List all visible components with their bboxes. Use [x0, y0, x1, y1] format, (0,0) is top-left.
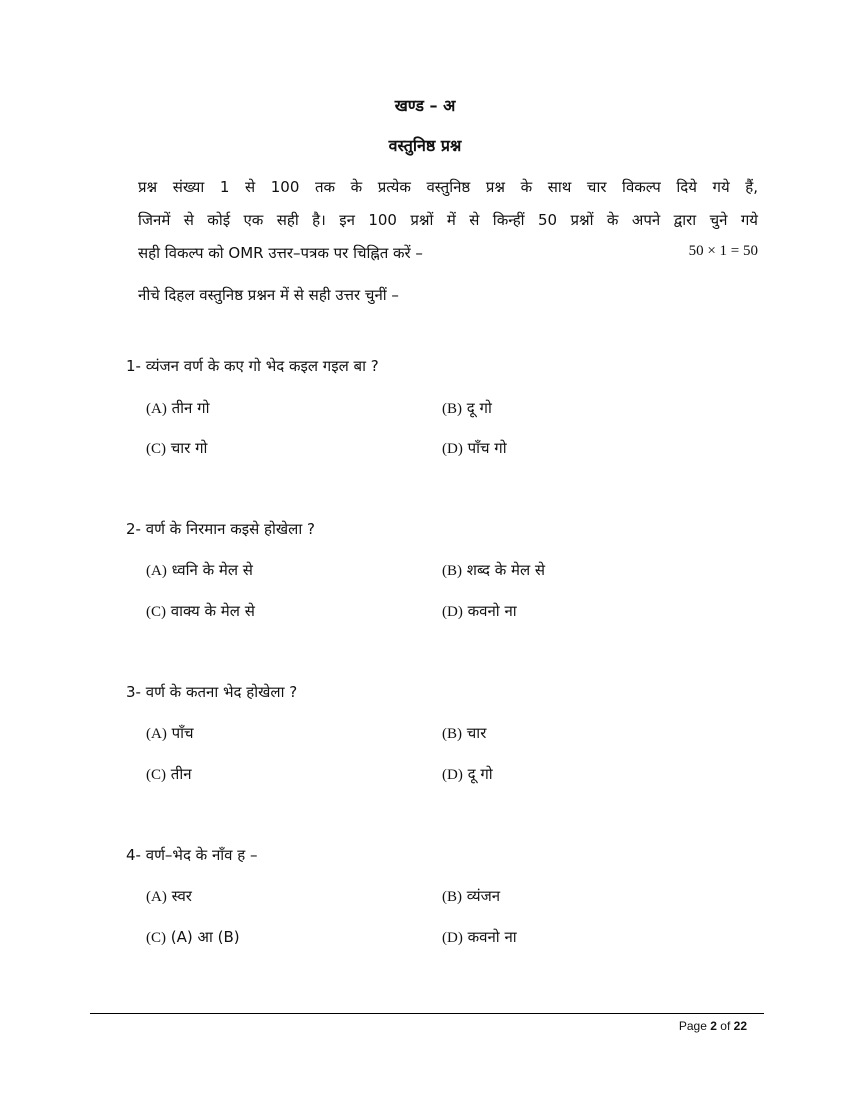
option-text: पाँच [171, 724, 194, 742]
question-4-option-a [146, 886, 192, 906]
instruction-line-1: प्रश्न संख्या 1 से 100 तक के प्रत्येक वस्तुनिष्ठ प्रश्न के साथ चार विकल्प दिये गये हैं, [138, 178, 758, 196]
option-text: तीन [170, 765, 192, 783]
question-3-option-a [146, 723, 194, 743]
question-2-option-d [442, 601, 517, 621]
option-text: कवनो ना [467, 928, 517, 946]
instruction-line-3: सही विकल्प को OMR उत्तर–पत्रक पर चिह्नित करें – [138, 244, 423, 262]
option-label: (A) [146, 889, 167, 905]
total-pages: 22 [733, 1019, 747, 1033]
option-text: दू गो [467, 765, 493, 783]
option-text: चार [466, 724, 487, 742]
option-label: (A) [146, 401, 167, 417]
question-3-option-b [442, 723, 486, 743]
question-4: 4- वर्ण–भेद के नाँव ह – [126, 846, 258, 864]
option-label: (C) [146, 441, 166, 457]
option-label: (D) [442, 930, 463, 946]
option-text: (A) आ (B) [170, 928, 240, 946]
option-text: व्यंजन [466, 887, 501, 905]
question-3-option-c [146, 764, 192, 784]
question-1-option-c [146, 438, 207, 458]
question-3-option-d [442, 764, 493, 784]
option-label: (D) [442, 767, 463, 783]
question-3: 3- वर्ण के कतना भेद होखेला ? [126, 683, 298, 701]
question-1-option-d [442, 438, 507, 458]
option-label: (D) [442, 604, 463, 620]
question-2-option-b [442, 560, 545, 580]
question-4-option-b [442, 886, 500, 906]
option-text: कवनो ना [467, 602, 517, 620]
question-2-option-a [146, 560, 253, 580]
option-label: (B) [442, 889, 462, 905]
option-label: (C) [146, 767, 166, 783]
page-footer [679, 1019, 747, 1033]
direction-text: नीचे दिहल वस्तुनिष्ठ प्रश्नन में से सही उत्तर चुनीं – [138, 286, 399, 304]
option-text: पाँच गो [467, 439, 507, 457]
section-title: खण्ड – अ [394, 96, 456, 115]
question-1-option-a [146, 398, 209, 418]
instruction-line-2: जिनमें से कोई एक सही है। इन 100 प्रश्नों में से किन्हीं 50 प्रश्नों के अपने द्वारा चुने गये [138, 211, 758, 229]
page-number: 2 [710, 1019, 717, 1033]
option-label: (C) [146, 604, 166, 620]
option-label: (D) [442, 441, 463, 457]
option-text: वाक्य के मेल से [170, 602, 255, 620]
option-text: चार गो [170, 439, 208, 457]
option-label: (C) [146, 930, 166, 946]
question-1-option-b [442, 398, 492, 418]
marks-formula: 50 × 1 = 50 [688, 243, 758, 259]
question-1: 1- व्यंजन वर्ण के कए गो भेद कइल गइल बा ? [126, 357, 379, 375]
of-word: of [720, 1019, 731, 1033]
section-subtitle: वस्तुनिष्ठ प्रश्न [388, 136, 462, 155]
question-4-option-d [442, 927, 517, 947]
option-text: स्वर [171, 887, 192, 905]
page-word: Page [678, 1019, 707, 1033]
question-4-option-c [146, 927, 240, 947]
option-label: (B) [442, 563, 462, 579]
option-text: ध्वनि के मेल से [171, 561, 253, 579]
option-label: (A) [146, 726, 167, 742]
question-2-option-c [146, 601, 255, 621]
footer-divider [90, 1013, 764, 1014]
option-label: (B) [442, 401, 462, 417]
option-text: दू गो [466, 399, 492, 417]
option-label: (B) [442, 726, 462, 742]
option-text: तीन गो [171, 399, 210, 417]
question-2: 2- वर्ण के निरमान कइसे होखेला ? [126, 520, 315, 538]
option-label: (A) [146, 563, 167, 579]
option-text: शब्द के मेल से [466, 561, 546, 579]
